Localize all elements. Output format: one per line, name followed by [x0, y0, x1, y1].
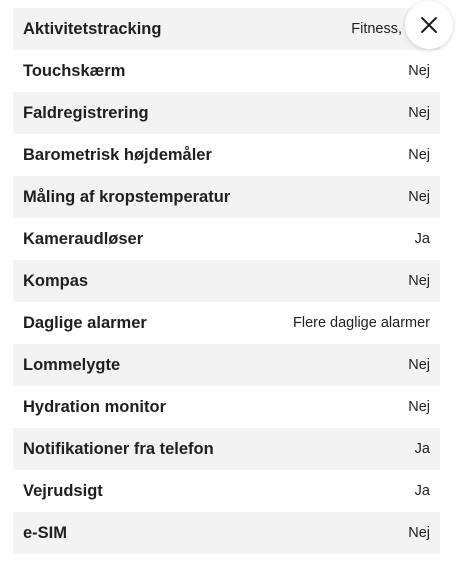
spec-label: Daglige alarmer: [23, 313, 147, 332]
spec-row-weather-forecast: [13, 470, 440, 512]
spec-value: Flere daglige alarmer: [292, 315, 430, 331]
spec-label: Lommelygte: [23, 355, 121, 374]
spec-row-compass: [13, 260, 440, 302]
spec-label: Hydration monitor: [23, 397, 166, 416]
spec-row-activity-tracking: [13, 8, 440, 50]
spec-value: Nej: [408, 189, 430, 205]
spec-label: Faldregistrering: [23, 103, 149, 122]
spec-row-camera-shutter: [13, 218, 440, 260]
spec-value: Ja: [414, 231, 430, 247]
spec-label: Aktivitetstracking: [23, 19, 162, 38]
spec-row-esim: [13, 512, 440, 554]
spec-label: Kompas: [23, 271, 89, 290]
spec-value: Nej: [408, 273, 430, 289]
spec-row-phone-notifications: [13, 428, 440, 470]
spec-value: Nej: [408, 357, 430, 373]
spec-row-body-temperature: [13, 176, 440, 218]
close-icon: [419, 15, 439, 35]
spec-row-touchscreen: [13, 50, 440, 92]
spec-value: Nej: [408, 105, 430, 121]
close-button[interactable]: [405, 1, 453, 49]
spec-table: [13, 8, 440, 554]
spec-value: Fitness,: [351, 21, 402, 37]
spec-row-fall-detection: [13, 92, 440, 134]
spec-label: Vejrudsigt: [23, 481, 103, 500]
spec-value: Nej: [408, 525, 430, 541]
spec-label: Touchskærm: [23, 61, 126, 80]
spec-label: Notifikationer fra telefon: [23, 439, 214, 458]
spec-label: Barometrisk højdemåler: [23, 145, 212, 164]
spec-label: Kameraudløser: [23, 229, 144, 248]
spec-value: Nej: [408, 147, 430, 163]
spec-value: Nej: [408, 399, 430, 415]
spec-row-hydration-monitor: [13, 386, 440, 428]
spec-value: Ja: [414, 441, 430, 457]
spec-value: Nej: [408, 63, 430, 79]
spec-label: e-SIM: [23, 523, 68, 542]
spec-row-flashlight: [13, 344, 440, 386]
spec-row-daily-alarms: [13, 302, 440, 344]
spec-row-barometric-altimeter: [13, 134, 440, 176]
spec-value: Ja: [414, 483, 430, 499]
spec-label: Måling af kropstemperatur: [23, 187, 231, 206]
